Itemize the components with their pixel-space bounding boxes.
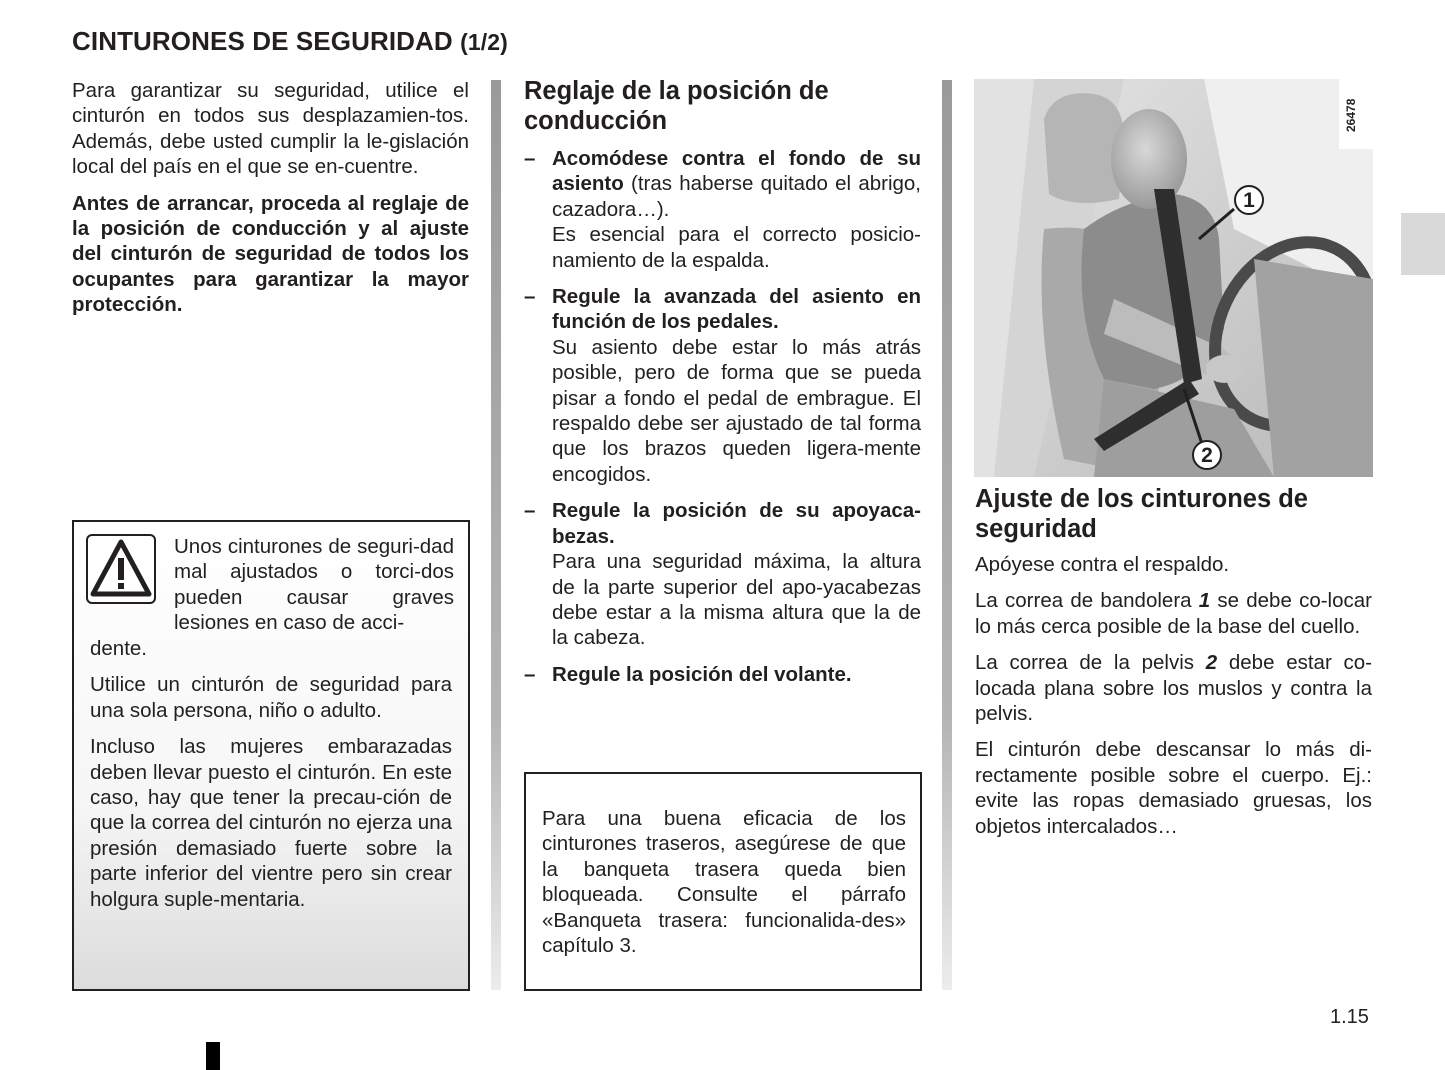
text-run: se debe co-locar lo más cerca posible de la base del cuello. — [975, 589, 1372, 638]
ref-number-2: 2 — [1205, 651, 1218, 675]
intro-paragraph: Para garantizar su seguridad, utilice el cinturón en todos sus desplazamien-tos. Además, debe usted cumplir la le-gislación local del país en el que se en-cuentre. — [72, 79, 469, 179]
page-title — [72, 26, 508, 57]
list-item-bold: Acomódese contra el fondo de su asiento — [552, 147, 921, 196]
section-heading-driving-position: Reglaje de la posición de conducción — [524, 77, 829, 135]
section-heading-belt-adjustment: Ajuste de los cinturones de seguridad — [975, 485, 1308, 543]
list-item — [524, 498, 921, 650]
right-paragraph-2 — [975, 588, 1372, 639]
title-part: (1/2) — [460, 29, 508, 55]
warning-triangle-icon — [86, 534, 156, 604]
text-run: debe estar co-locada plana sobre los muslos y contra la pelvis. — [975, 651, 1372, 726]
title-main: CINTURONES DE SEGURIDAD — [72, 26, 453, 56]
list-dash: – — [524, 662, 536, 686]
warning-box — [72, 520, 470, 991]
column-separator — [942, 80, 952, 990]
warning-text-2: Utilice un cinturón de seguridad para una sola persona, niño o adulto. — [90, 673, 452, 722]
chapter-tab — [1401, 213, 1445, 275]
warning-text-1-end: dente. — [90, 637, 147, 660]
note-text: Para una buena eficacia de los cinturones traseros, asegúrese de que la banqueta trasera queda bien bloqueada. Consulte el párrafo «Banqueta trasera: funcionalida-des» capítulo 3. — [542, 807, 906, 958]
list-item-detail: Su asiento debe estar lo más atrás posible, pero de forma que se pueda pisar a fondo el pedal de embrague. El respaldo debe ser ajustado de tal forma que los brazos queden ligera-mente encogidos. — [552, 335, 921, 486]
list-item-detail: Es esencial para el correcto posicio-namiento de la espalda. — [552, 223, 921, 272]
list-item-bold: Regule la posición del volante. — [552, 662, 852, 686]
callout-2: 2 — [1192, 440, 1222, 470]
right-paragraph-4: El cinturón debe descansar lo más di-rectamente posible sobre el cuerpo. Ej.: evite las ropas demasiado gruesas, los objetos intercalados… — [975, 738, 1372, 838]
list-dash: – — [524, 285, 536, 309]
right-column — [975, 484, 1372, 839]
column-separator — [491, 80, 501, 990]
list-dash: – — [524, 147, 536, 170]
list-item — [524, 662, 921, 687]
callout-1: 1 — [1234, 185, 1264, 215]
left-column — [72, 78, 469, 318]
list-item — [524, 146, 921, 273]
text-run: La correa de la pelvis — [975, 651, 1206, 675]
image-code: 26478 — [1344, 98, 1358, 132]
warning-text-1: Unos cinturones de seguri-dad mal ajustados o torci-dos pueden causar graves lesiones en caso de acci- — [174, 535, 454, 635]
page-number: 1.15 — [1330, 1006, 1369, 1028]
middle-column — [524, 76, 921, 698]
list-item-bold: Regule la avanzada del asiento en función de los pedales. — [552, 285, 921, 334]
list-item-detail: Para una seguridad máxima, la altura de la parte superior del apo-yacabezas debe estar a la misma altura que la de la cabeza. — [552, 550, 921, 650]
edge-marker — [206, 1042, 220, 1070]
right-paragraph-3 — [975, 650, 1372, 726]
ref-number-1: 1 — [1198, 589, 1211, 613]
list-item — [524, 284, 921, 487]
right-paragraph-1: Apóyese contra el respaldo. — [975, 553, 1230, 576]
warning-text-3: Incluso las mujeres embarazadas deben llevar puesto el cinturón. En este caso, hay que tener la precau-ción de que la correa del cinturón no ejerza una presión demasiado fuerte sobre la parte inferior del vientre pero sin crear holgura suple-mentaria. — [90, 735, 452, 911]
seatbelt-illustration — [974, 79, 1373, 477]
list-dash: – — [524, 499, 536, 523]
list-item-bold: Regule la posición de su apoyaca-bezas. — [552, 499, 921, 548]
note-box — [524, 772, 922, 991]
bold-notice: Antes de arrancar, proceda al reglaje de la posición de conducción y al ajuste del cinturón de seguridad de todos los ocupantes para garantizar la mayor protección. — [72, 191, 469, 317]
list-item-text: (tras haberse quitado el abrigo, cazadora…). — [552, 172, 921, 221]
text-run: La correa de bandolera — [975, 589, 1199, 613]
